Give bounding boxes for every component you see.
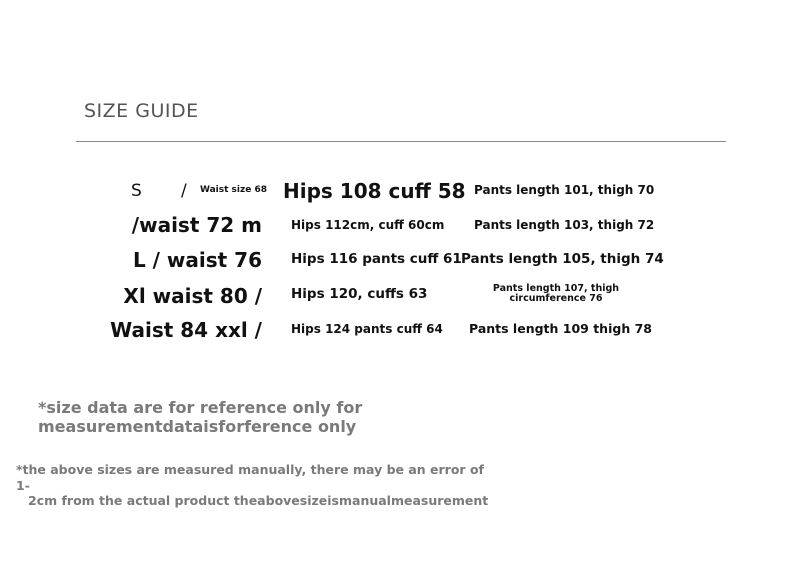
pants-l: Pants length 105, thigh 74 [461,251,664,267]
pants-xl [470,284,642,304]
page-title: SIZE GUIDE [84,100,199,122]
measurement-note-line1: *the above sizes are measured manually, there may be an error of 1- [16,462,484,493]
hips-m: Hips 112cm, cuff 60cm [291,218,445,232]
reference-note-line2: measurementdataisforference only [38,416,357,436]
waist-s: Waist size 68 [200,185,267,195]
hips-s: Hips 108 cuff 58 [283,179,466,203]
pants-xl-line1: Pants length 107, thigh [492,283,620,294]
title-divider [76,141,726,142]
pants-xxl: Pants length 109 thigh 78 [469,321,652,336]
hips-l: Hips 116 pants cuff 61 [291,251,462,267]
measurement-note-line2: 2cm from the actual product theabovesizeismanualmeasurement [28,493,489,509]
waist-xxl: Waist 84 xxl / [110,318,262,342]
waist-xl: Xl waist 80 / [123,284,262,308]
size-separator: / [181,181,187,201]
size-label-s: S [131,181,142,201]
reference-note-line1: *size data are for reference only for [38,398,363,417]
pants-m: Pants length 103, thigh 72 [474,218,655,232]
hips-xxl: Hips 124 pants cuff 64 [291,322,443,336]
waist-m: /waist 72 m [131,213,262,237]
waist-l: L / waist 76 [132,248,262,272]
reference-note [38,399,398,437]
pants-xl-line2: circumference 76 [509,292,603,304]
pants-s: Pants length 101, thigh 70 [474,183,655,197]
measurement-note [16,462,496,509]
hips-xl: Hips 120, cuffs 63 [291,286,428,302]
